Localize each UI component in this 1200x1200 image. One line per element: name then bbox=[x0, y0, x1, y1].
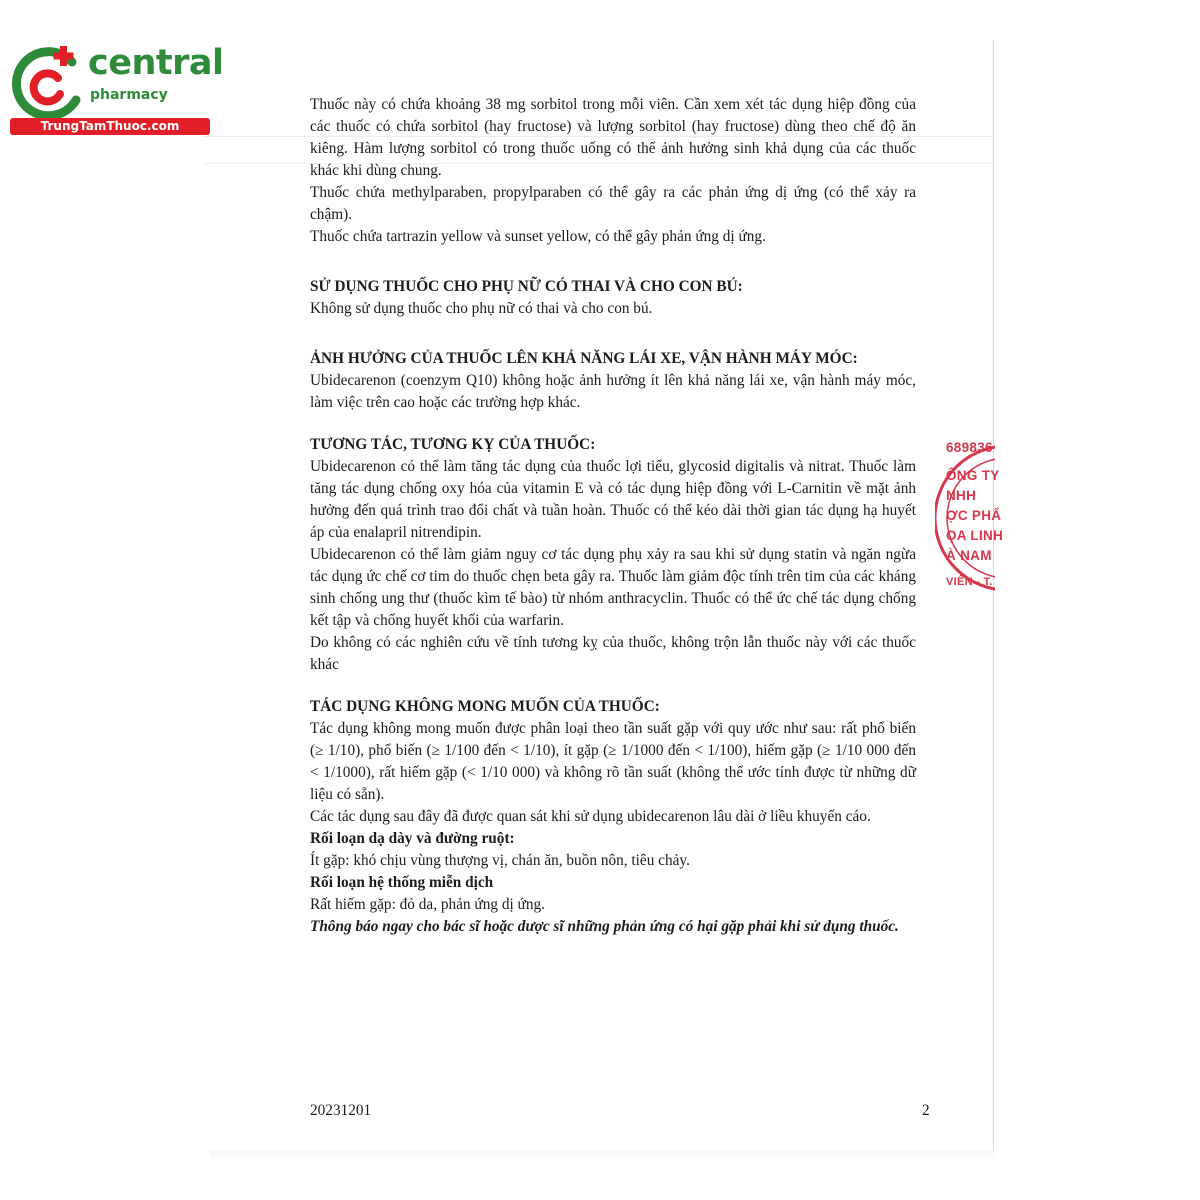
gi-disorders-text: Ít gặp: khó chịu vùng thượng vị, chán ăn, buồn nôn, tiêu chảy. bbox=[310, 852, 690, 869]
adverse-observed: Các tác dụng sau đây đã được quan sát khi sử dụng ubidecarenon lâu dài ở liều khuyến cáo. bbox=[310, 808, 871, 825]
interactions-heading: TƯƠNG TÁC, TƯƠNG KỴ CỦA THUỐC: bbox=[310, 436, 596, 453]
driving-text: Ubidecarenon (coenzym Q10) không hoặc ảnh hưởng ít lên khả năng lái xe, vận hành máy móc, làm việc trên cao hoặc các trường hợp khác. bbox=[310, 372, 916, 411]
pregnancy-text: Không sử dụng thuốc cho phụ nữ có thai và cho con bú. bbox=[310, 300, 653, 317]
logo-subtitle: pharmacy bbox=[90, 87, 168, 103]
scan-artifact-bottom bbox=[210, 1150, 995, 1162]
driving-heading: ẢNH HƯỞNG CỦA THUỐC LÊN KHẢ NĂNG LÁI XE, VẬN HÀNH MÁY MÓC: bbox=[310, 350, 858, 367]
stamp-line: ỢC PHẨ bbox=[946, 508, 1002, 523]
stamp-line: ỌA LINH bbox=[946, 528, 1004, 543]
interactions-paragraph: Do không có các nghiên cứu về tính tương kỵ của thuốc, không trộn lẫn thuốc này với các thuốc khác bbox=[310, 634, 916, 673]
report-notice: Thông báo ngay cho bác sĩ hoặc dược sĩ những phản ứng có hại gặp phải khi sử dụng thuốc. bbox=[310, 918, 899, 935]
intro-paragraph: Thuốc chứa methylparaben, propylparaben có thể gây ra các phản ứng dị ứng (có thể xảy ra chậm). bbox=[310, 184, 916, 223]
adverse-heading: TÁC DỤNG KHÔNG MONG MUỐN CỦA THUỐC: bbox=[310, 698, 660, 715]
stamp-line: NHH bbox=[946, 488, 977, 503]
document-content bbox=[310, 94, 916, 938]
immune-disorders-heading: Rối loạn hệ thống miễn dịch bbox=[310, 874, 494, 891]
stamp-line: 689836 bbox=[946, 440, 993, 455]
logo-website: TrungTamThuoc.com bbox=[40, 119, 180, 133]
stamp-line: ÔNG TY bbox=[946, 468, 1000, 483]
intro-paragraph: Thuốc chứa tartrazin yellow và sunset yellow, có thể gây phản ứng dị ứng. bbox=[310, 228, 766, 245]
stamp-line: À NAM bbox=[946, 548, 992, 563]
stamp-line: VIÊN - T. bbox=[946, 576, 993, 588]
intro-paragraph: Thuốc này có chứa khoảng 38 mg sorbitol trong mỗi viên. Cần xem xét tác dụng hiệp đồng của các thuốc có chứa sorbitol (hay fructose) và lượng sorbitol (hay fructose) dùng theo chế độ ăn kiêng. Hàm lượng sorbitol có trong thuốc uống có thể ảnh hưởng sinh khả dụng của các thuốc khác khi dùng chung. bbox=[310, 96, 916, 179]
interactions-paragraph: Ubidecarenon có thể làm tăng tác dụng của thuốc lợi tiểu, glycosid digitalis và nitrat. Thuốc làm tăng tác dụng chống oxy hóa của vitamin E và có tác dụng hiệp đồng với L-Carnitin về mặt ảnh hưởng đến quá trình trao đổi chất và tuần hoàn. Thuốc có thể kéo dài thời gian tác dụng hạ huyết áp của enalapril nitrendipin. bbox=[310, 458, 916, 541]
pregnancy-heading: SỬ DỤNG THUỐC CHO PHỤ NỮ CÓ THAI VÀ CHO CON BÚ: bbox=[310, 278, 743, 295]
document-code: 20231201 bbox=[310, 1102, 372, 1119]
gi-disorders-heading: Rối loạn dạ dày và đường ruột: bbox=[310, 830, 515, 847]
page-number: 2 bbox=[922, 1102, 930, 1119]
adverse-intro: Tác dụng không mong muốn được phân loại theo tần suất gặp với quy ước như sau: rất phổ biến (≥ 1/10), phổ biến (≥ 1/100 đến < 1/10), ít gặp (≥ 1/1000 đến < 1/100), hiếm gặp (≥ 1/10 000 đến < 1/1000), rất hiếm gặp (< 1/10 000) và không rõ tần suất (không thể ước tính được từ những dữ liệu có sẵn). bbox=[310, 720, 916, 803]
interactions-paragraph: Ubidecarenon có thể làm giảm nguy cơ tác dụng phụ xảy ra sau khi sử dụng statin và ngăn ngừa tác dụng ức chế cơ tim do thuốc chẹn beta gây ra. Thuốc làm giảm độc tính trên tim của các kháng sinh chống ung thư (thuốc kìm tế bào) từ nhóm anthracyclin. Thuốc có thể ức chế tác dụng chống kết tập và chống huyết khối của warfarin. bbox=[310, 546, 916, 629]
logo-name: central bbox=[88, 43, 224, 83]
immune-disorders-text: Rất hiếm gặp: đỏ da, phản ứng dị ứng. bbox=[310, 896, 545, 913]
